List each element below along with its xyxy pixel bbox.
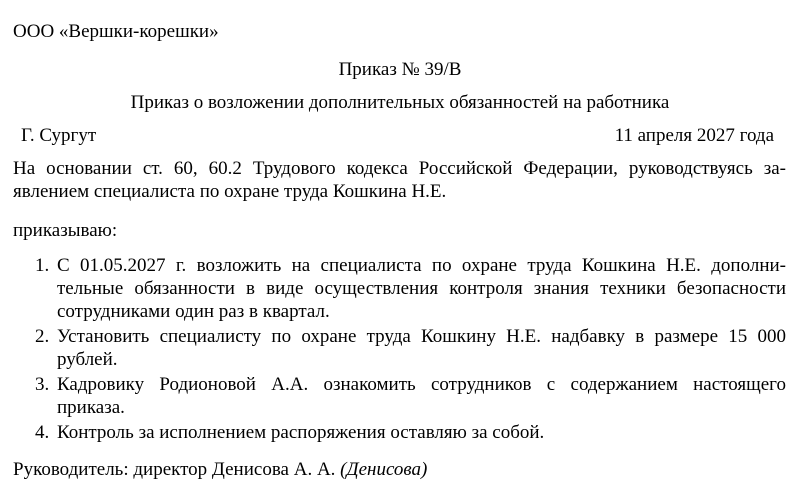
signature-line	[13, 458, 427, 481]
item-number: 4.	[35, 422, 50, 443]
organization-name: ООО «Вершки-корешки»	[13, 21, 219, 42]
basis-line: явлением специалиста по охране труда Кошкина Н.Е.	[13, 181, 447, 202]
basis-line: На основании ст. 60, 60.2 Трудового кодекса Российской Федерации, руководствуясь за-	[13, 158, 786, 179]
basis-paragraph	[13, 157, 786, 203]
order-item	[13, 254, 786, 323]
order-items-list	[13, 254, 786, 446]
item-number: 1.	[35, 255, 50, 276]
item-number: 3.	[35, 374, 50, 395]
item-line: Установить специалисту по охране труда Кошкину Н.Е. надбавку в размере 15 000	[57, 326, 786, 347]
item-line: сотрудниками один раз в квартал.	[57, 301, 330, 322]
order-date: 11 апреля 2027 года	[614, 125, 774, 146]
item-line: приказа.	[57, 397, 125, 418]
signature-label: Руководитель: директор Денисова А. А.	[13, 459, 336, 480]
order-title: Приказ о возложении дополнительных обязанностей на работника	[130, 92, 670, 113]
item-line: тельные обязанности в виде осуществления контроля знания техники безопасности	[57, 278, 786, 299]
item-line: Контроль за исполнением распоряжения оставляю за собой.	[57, 422, 545, 443]
order-item	[13, 325, 786, 371]
city: Г. Сургут	[21, 125, 97, 146]
item-line: С 01.05.2027 г. возложить на специалиста по охране труда Кошкина Н.Е. дополни-	[57, 255, 786, 276]
place-date-row	[13, 124, 774, 147]
item-line: рублей.	[57, 349, 118, 370]
item-number: 2.	[35, 326, 50, 347]
order-item	[13, 421, 786, 444]
order-word: приказываю:	[13, 220, 118, 241]
order-number: Приказ № 39/В	[338, 59, 462, 80]
signature-name: (Денисова)	[340, 459, 428, 480]
order-item	[13, 373, 786, 419]
item-line: Кадровику Родионовой А.А. ознакомить сотрудников с содержанием настоящего	[57, 374, 786, 395]
